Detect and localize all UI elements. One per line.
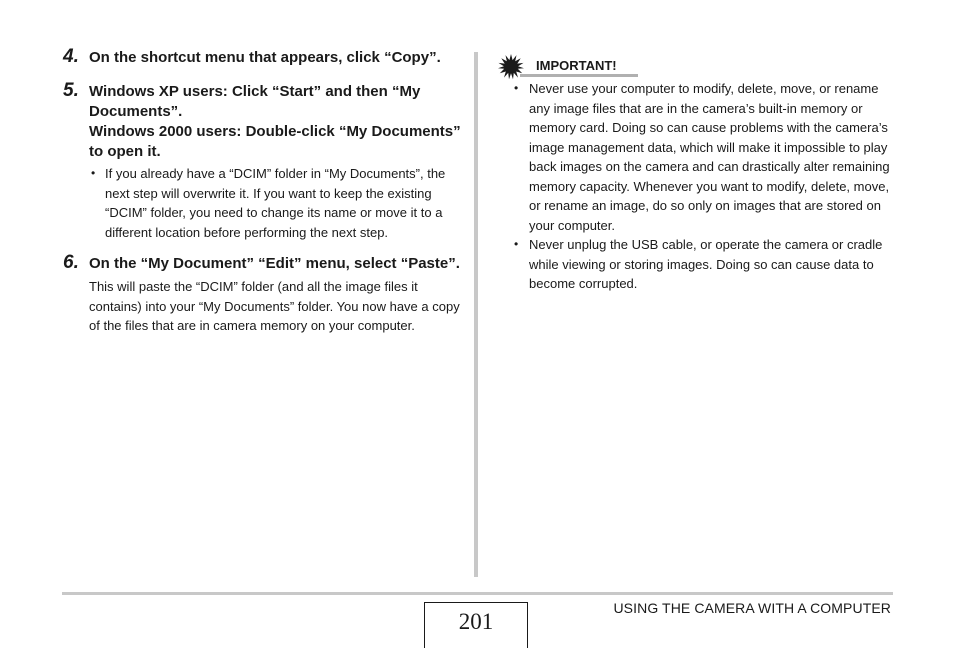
footer-rule [62, 592, 893, 595]
step-heading: Windows XP users: Click “Start” and then “My Documents”. [89, 83, 421, 120]
list-item: • Never use your computer to modify, delete, move, or rename any image files that are in the camera’s built-in memory or memory card. Doing so can cause problems with the camera’s image management data, which will make it impossible to play back images on the camera and can drastically alter remaining memory capacity. Whenever you want to modify, delete, move, or rename an image, do so only on images that are stored on your computer. [498, 79, 893, 235]
step-notes [89, 164, 463, 242]
important-notes [498, 79, 893, 294]
step-body: This will paste the “DCIM” folder (and all the image files it contains) into your “My Documents” folder. You now have a copy of the files that are in camera memory on your computer. [89, 279, 460, 333]
step-6 [63, 254, 463, 336]
step-number: 6. [63, 252, 79, 273]
column-divider [474, 52, 478, 577]
important-header [498, 54, 893, 78]
section-title: USING THE CAMERA WITH A COMPUTER [613, 600, 891, 616]
step-number: 4. [63, 46, 79, 67]
instructions-column [63, 48, 463, 336]
step-heading: On the “My Document” “Edit” menu, select “Paste”. [89, 255, 460, 272]
page-number-box [424, 602, 528, 648]
important-underline [520, 74, 638, 77]
step-number: 5. [63, 80, 79, 101]
page-number: 201 [458, 609, 494, 634]
step-heading: On the shortcut menu that appears, click “Copy”. [89, 49, 441, 66]
step-subheading: Windows 2000 users: Double-click “My Documents” to open it. [89, 123, 461, 160]
starburst-icon [498, 54, 524, 80]
list-item: • If you already have a “DCIM” folder in “My Documents”, the next step will overwrite it. If you want to keep the existing “DCIM” folder, you need to change its name or move it to a different location before performing the next step. [89, 164, 463, 242]
important-label: IMPORTANT! [536, 58, 617, 73]
step-4 [63, 48, 463, 68]
important-column [498, 54, 893, 294]
list-item: • Never unplug the USB cable, or operate the camera or cradle while viewing or storing images. Doing so can cause data to become corrupted. [498, 235, 893, 294]
step-5 [63, 82, 463, 242]
